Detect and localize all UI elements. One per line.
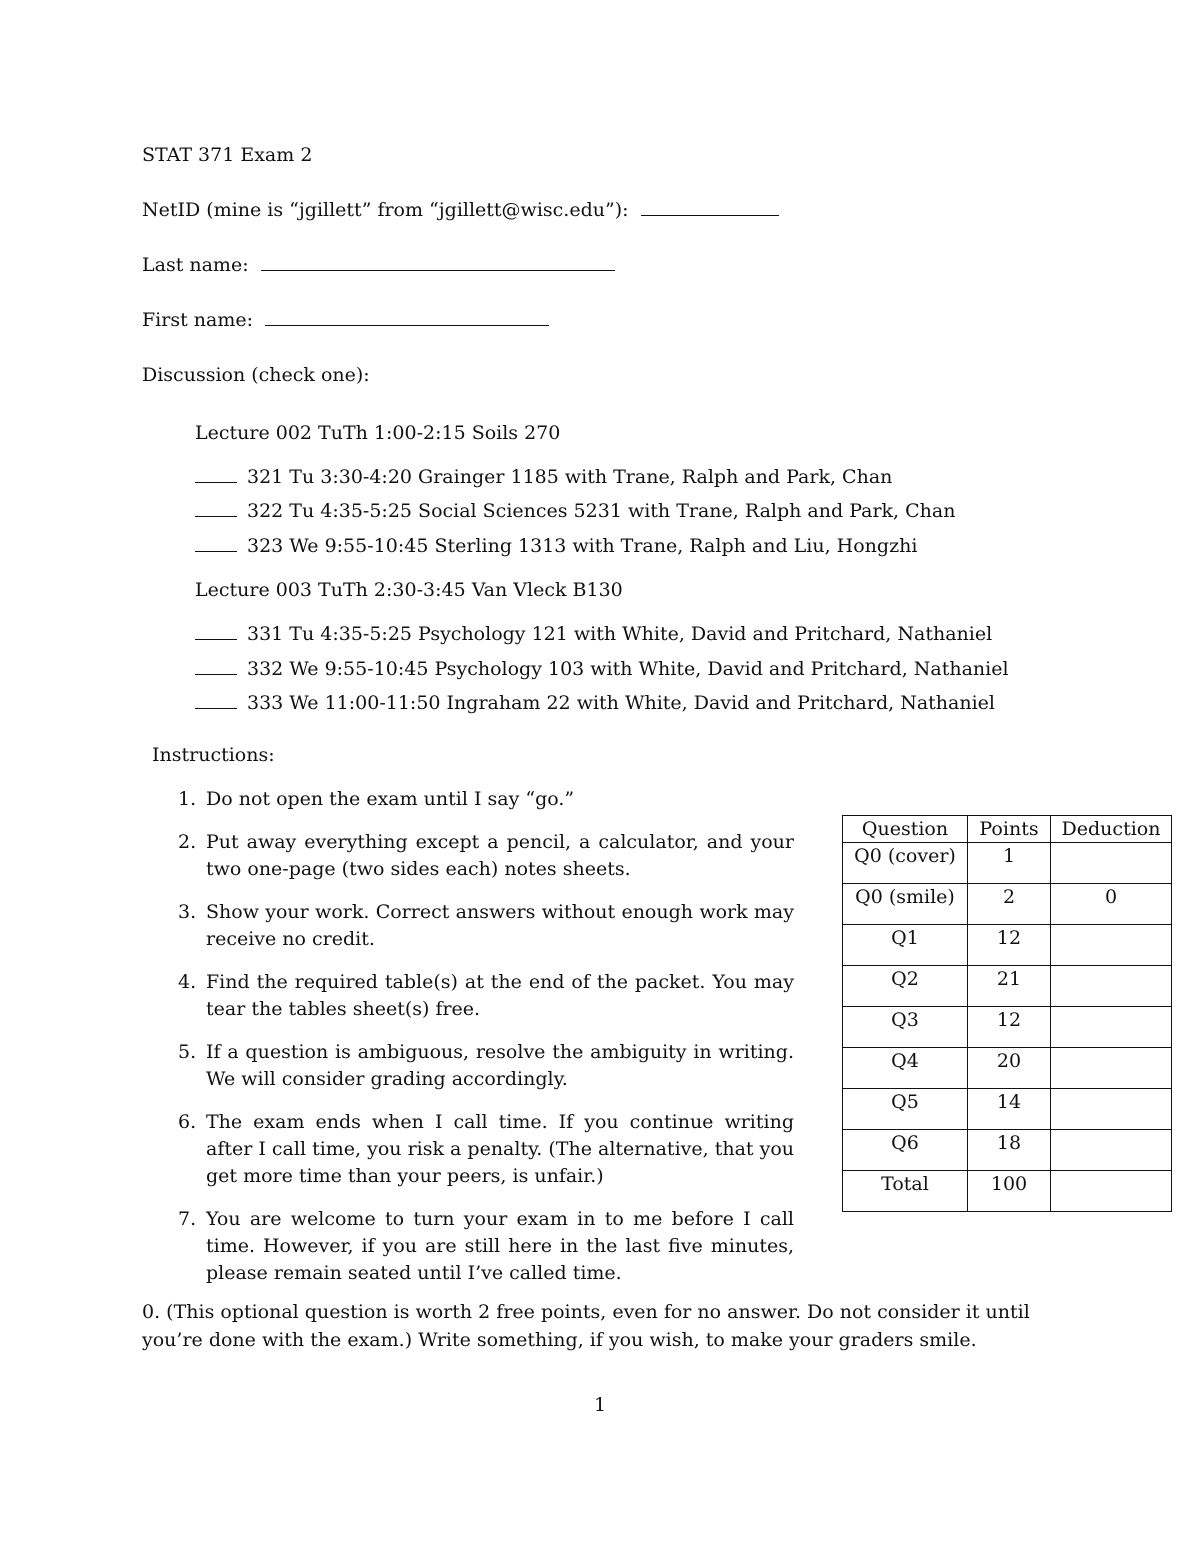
instruction-text: Put away everything except a pencil, a calculator, and your two one-page (two sides each) notes sheets.	[206, 831, 794, 880]
instruction-item	[178, 1109, 794, 1190]
points-cell: 14	[968, 1089, 1051, 1130]
question-cell: Total	[843, 1171, 968, 1212]
points-cell: 12	[968, 1007, 1051, 1048]
column-header-deduction: Deduction	[1051, 816, 1172, 843]
deduction-cell: 0	[1051, 884, 1172, 925]
section-label: 323 We 9:55-10:45 Sterling 1313 with Trane, Ralph and Liu, Hongzhi	[247, 535, 918, 557]
points-cell: 21	[968, 966, 1051, 1007]
instruction-number: 4.	[178, 971, 197, 993]
section-label: 333 We 11:00-11:50 Ingraham 22 with White, David and Pritchard, Nathaniel	[247, 692, 995, 714]
instruction-item	[178, 899, 794, 953]
table-row-total	[843, 1171, 1172, 1212]
section-label: 331 Tu 4:35-5:25 Psychology 121 with White, David and Pritchard, Nathaniel	[247, 623, 993, 645]
instruction-text: If a question is ambiguous, resolve the ambiguity in writing. We will consider grading accordingly.	[206, 1041, 794, 1090]
instruction-text: The exam ends when I call time. If you continue writing after I call time, you risk a penalty. (The alternative, that you get more time than your peers, is unfair.)	[206, 1111, 794, 1187]
last-name-field[interactable]	[261, 269, 615, 271]
deduction-cell	[1051, 1089, 1172, 1130]
question-cell: Q1	[843, 925, 968, 966]
column-header-question: Question	[843, 816, 968, 843]
instruction-text: Find the required table(s) at the end of the packet. You may tear the tables sheet(s) free.	[206, 971, 794, 1020]
table-row	[843, 1089, 1172, 1130]
instruction-text: Do not open the exam until I say “go.”	[206, 788, 575, 810]
section-label: 322 Tu 4:35-5:25 Social Sciences 5231 with Trane, Ralph and Park, Chan	[247, 500, 956, 522]
instruction-item	[178, 1039, 794, 1093]
section-checkbox[interactable]	[195, 639, 237, 640]
deduction-cell	[1051, 925, 1172, 966]
deduction-cell	[1051, 966, 1172, 1007]
netid-label: NetID (mine is “jgillett” from “jgillett@wisc.edu”):	[142, 199, 629, 221]
instruction-number: 5.	[178, 1041, 197, 1063]
question-cell: Q6	[843, 1130, 968, 1171]
table-row	[843, 1007, 1172, 1048]
points-cell: 12	[968, 925, 1051, 966]
table-row	[843, 1048, 1172, 1089]
instruction-number: 1.	[178, 788, 197, 810]
first-name-row	[142, 309, 549, 331]
instruction-number: 6.	[178, 1111, 197, 1133]
question-cell: Q5	[843, 1089, 968, 1130]
instruction-text: Show your work. Correct answers without enough work may receive no credit.	[206, 901, 794, 950]
deduction-cell	[1051, 1007, 1172, 1048]
points-cell: 20	[968, 1048, 1051, 1089]
question-cell: Q2	[843, 966, 968, 1007]
instruction-item	[178, 786, 794, 813]
netid-field[interactable]	[641, 214, 779, 216]
last-name-label: Last name:	[142, 254, 249, 276]
instruction-item	[178, 969, 794, 1023]
section-label: 332 We 9:55-10:45 Psychology 103 with White, David and Pritchard, Nathaniel	[247, 658, 1009, 680]
instruction-number: 7.	[178, 1208, 197, 1230]
table-row	[843, 925, 1172, 966]
section-checkbox[interactable]	[195, 551, 237, 552]
table-row	[843, 1130, 1172, 1171]
last-name-row	[142, 254, 615, 276]
instruction-item	[178, 1206, 794, 1287]
section-option[interactable]	[195, 466, 892, 488]
exam-title: STAT 371 Exam 2	[142, 144, 313, 166]
points-cell: 1	[968, 843, 1051, 884]
table-row	[843, 966, 1172, 1007]
table-row	[843, 843, 1172, 884]
first-name-field[interactable]	[265, 324, 549, 326]
section-checkbox[interactable]	[195, 674, 237, 675]
instruction-text: You are welcome to turn your exam in to me before I call time. However, if you are still here in the last five minutes, please remain seated until I’ve called time.	[206, 1208, 794, 1284]
section-option[interactable]	[195, 535, 917, 557]
points-cell: 2	[968, 884, 1051, 925]
lecture-title: Lecture 002 TuTh 1:00-2:15 Soils 270	[195, 422, 561, 444]
section-checkbox[interactable]	[195, 708, 237, 709]
deduction-cell	[1051, 1171, 1172, 1212]
table-header-row	[843, 816, 1172, 843]
question-cell: Q3	[843, 1007, 968, 1048]
section-label: 321 Tu 3:30-4:20 Grainger 1185 with Trane, Ralph and Park, Chan	[247, 466, 893, 488]
deduction-cell	[1051, 1048, 1172, 1089]
netid-row	[142, 199, 779, 221]
score-table	[842, 815, 1172, 1212]
lecture-title: Lecture 003 TuTh 2:30-3:45 Van Vleck B130	[195, 579, 623, 601]
first-name-label: First name:	[142, 309, 253, 331]
deduction-cell	[1051, 1130, 1172, 1171]
question-cell: Q4	[843, 1048, 968, 1089]
section-option[interactable]	[195, 658, 1009, 680]
section-checkbox[interactable]	[195, 482, 237, 483]
instructions-heading: Instructions:	[152, 744, 275, 766]
deduction-cell	[1051, 843, 1172, 884]
points-cell: 100	[968, 1171, 1051, 1212]
page-number: 1	[594, 1394, 607, 1416]
section-option[interactable]	[195, 500, 955, 522]
question-cell: Q0 (smile)	[843, 884, 968, 925]
table-row	[843, 884, 1172, 925]
section-option[interactable]	[195, 623, 992, 645]
instructions-list	[178, 786, 794, 1303]
section-checkbox[interactable]	[195, 516, 237, 517]
question-cell: Q0 (cover)	[843, 843, 968, 884]
instruction-number: 2.	[178, 831, 197, 853]
instruction-item	[178, 829, 794, 883]
column-header-points: Points	[968, 816, 1051, 843]
question-zero: 0. (This optional question is worth 2 free points, even for no answer. Do not consider it until you’re done with the exam.) Write something, if you wish, to make your graders smile.	[142, 1301, 1030, 1351]
points-cell: 18	[968, 1130, 1051, 1171]
instruction-number: 3.	[178, 901, 197, 923]
section-option[interactable]	[195, 692, 995, 714]
discussion-label: Discussion (check one):	[142, 364, 370, 386]
